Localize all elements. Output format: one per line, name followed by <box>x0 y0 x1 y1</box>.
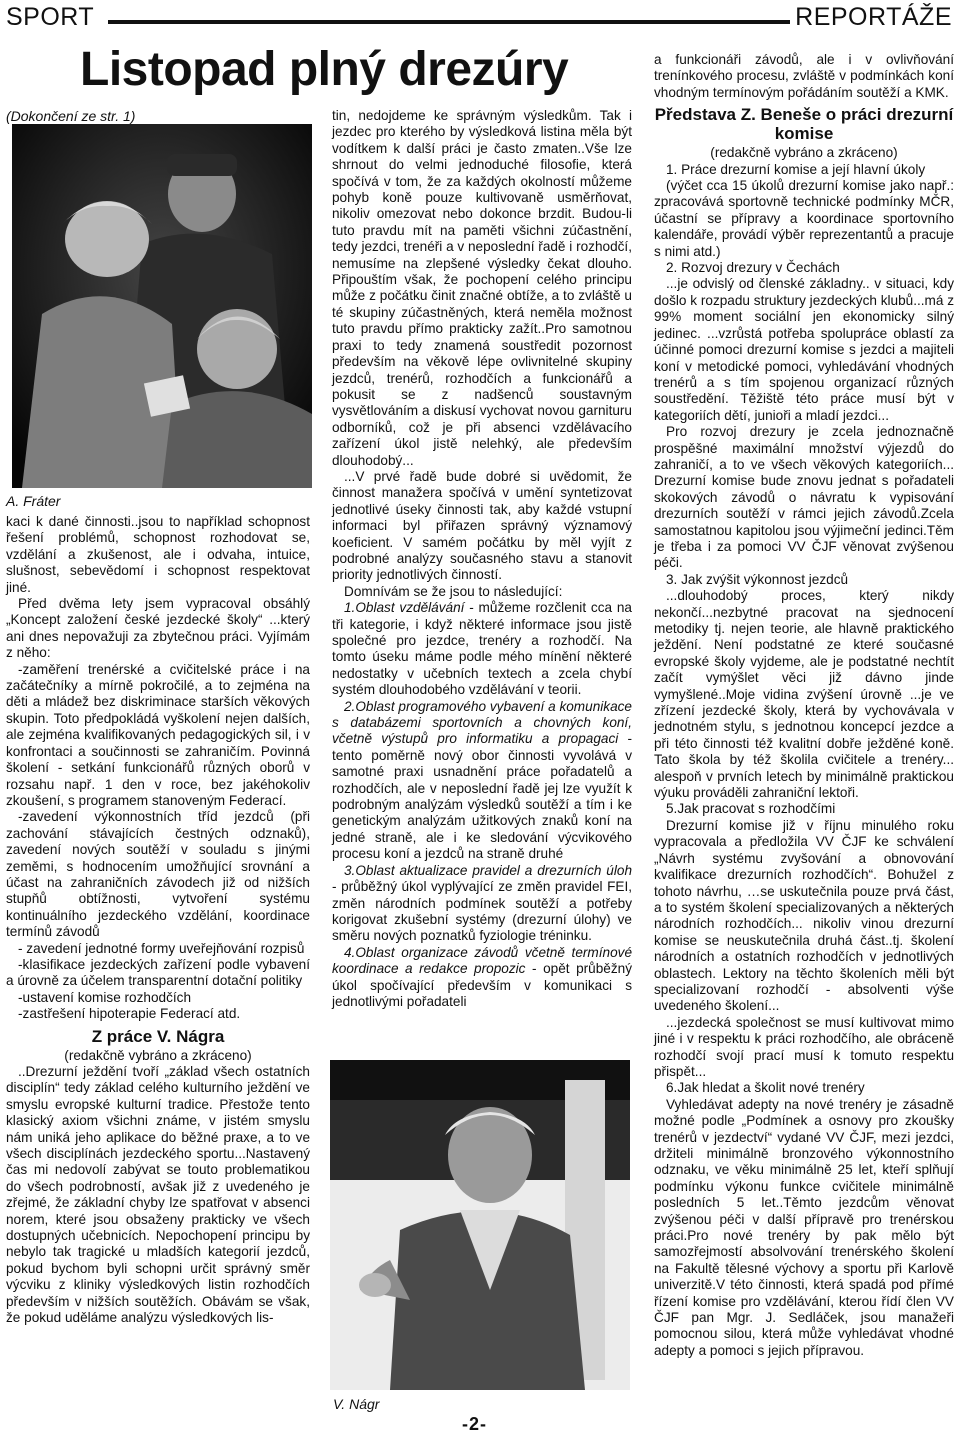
col1-paragraph: Před dvěma lety jsem vypracoval obsáhlý „Koncept založení české jezdecké školy“ ...který ani dnes nepovažuji za zbytečnou práci. Vyjímám z něho: <box>6 596 310 661</box>
photo-nagr-image <box>330 1060 630 1390</box>
col2-paragraph: Domnívám se že jsou to následující: <box>344 583 563 599</box>
photo-group-riders-image <box>12 124 312 488</box>
col2-paragraph: ...V prvé řadě bude dobré si uvědomit, že činnost manažera spočívá v umění syntetizovat jednotlivé úseky činnosti tak, aby každé vstupní informaci byl přiřazen správný významový koeficient. V samém počátku by měl vyjít z podrobné analýzy současného stavu a stanovit priority jednotlivých činností. <box>332 468 632 583</box>
column-2 <box>332 108 632 1010</box>
header-rule <box>108 20 790 24</box>
photo2-caption: V. Nágr <box>333 1396 380 1412</box>
col2-paragraph <box>332 600 632 698</box>
col1-paragraph: -zastřešení hipoterapie Federací atd. <box>18 1006 241 1022</box>
col1-paragraph: ..Drezurní ježdění tvoří „základ všech ostatních disciplín“ tedy základ celého kulturního ježdění ve smyslu evropské kulturní tradice. Přestože tento klasický axiom všichni známe, v jistém smyslu nám uniká jeho aplikace do běžné praxe, a to ve všech disciplínách jezdeckého sportu...Nastavený čas mi nedovolí zabývat se touto problematikou do všech podrobností, avšak již z uvedeného je zřejmé, že základní chyby lze spatřovat v absenci norem, které jsou obsaženy prakticky ve všech dostupných učebnicích. Nepochopení principu by nebylo tak tragické u mladších kategorií jezdců, pokud bychom byli schopni určit správný směr výcviku z kliniky výsledkových listin rozhodčích především v nižších soutěžích. Obávám se však, že pokud uděláme analýzu výsledkových lis- <box>6 1064 310 1326</box>
col2-paragraph: tin, nedojdeme ke správným výsledkům. Tak i jezdec pro kterého by výsledková listina měla být vodítkem k další práci je často zmaten..Vše lze shrnout do velmi jednoduché filosofie, která spočívá v tom, že za každých okolností můžeme pohyb koně pouze kultivovaně usměrňovat, nikoliv omezovat nebo dokonce brzdit. Budou-li tuto pravdu mít na paměti všichni zúčastnění, tedy jezdci, trenéři a v neposlední řadě i rozhodčí, nemusíme na zlepšené výsledky čekat dlouho. Připouštím však, že pochopení celého principu může z počátku činit značné obtíže, a to zvláště u té skupiny zúčastněných, která neměla možnost tuto pravdu přímo prakticky zažít..Pro samotnou praxi to tedy znamená soustředit pozornost především na věkově lépe ovlivnitelné skupiny jezdců, trenérů, rozhodčích a funkcionářů a pokusit se z nadšenců soustavným vysvětlováním a diskusí vychovat novou garnituru odborníků, což je při absenci vzdělávacího zařízení úkol jistě nelehký, ale především dlouhodobý... <box>332 108 632 468</box>
column-3 <box>654 52 954 1359</box>
col2-italic-lead: 1.Oblast vzdělávání <box>344 600 465 616</box>
col2-text: - opět průběžný úkol spočívající především v komunikaci s jednotlivými pořadateli <box>332 961 632 1009</box>
section-heading-nagr: Z práce V. Nágra <box>91 1026 225 1046</box>
col2-italic-lead: 4.Oblast organizace závodů včetně termínové koordinace a redakce propozic <box>332 944 632 977</box>
photo-group-riders <box>12 124 312 488</box>
col3-paragraph: 3. Jak zvýšit výkonnost jezdců <box>666 571 849 587</box>
col3-paragraph: (výčet cca 15 úkolů drezurní komise jako např.: zpracovává sportovně technické podmínky MČR, účastní se přípravy a koordinace sportovního kalendáře, provádí výběr reprezentantů a pracuje s nimi atd.) <box>654 178 954 259</box>
col3-paragraph: 6.Jak hledat a školit nové trenéry <box>666 1080 865 1096</box>
col2-paragraph <box>332 863 632 945</box>
col3-paragraph: Drezurní komise již v říjnu minulého roku vypracovala a předložila VV ČJF ke schválení „Návrh systému zvyšování a obnovování kvalifikace drezurních rozhodčích“. Bohužel z tohoto návrhu, …se uskutečnila pouze prvá část, a to systém školení specializovaných a některých národních rozhodčích... nikoliv vinou drezurní komise se neuskutečnila druhá část..tj. školení národních a ostatních rozhodčích v jednotlivých oblastech. Lektory na těchto školeních měli být specializovaní rozhodčí - absolventi výše uvedeného školení... <box>654 817 954 1014</box>
col2-italic-lead: 3.Oblast aktualizace pravidel a drezurních úloh <box>344 862 632 878</box>
article-title: Listopad plný drezúry <box>80 43 569 96</box>
col1-paragraph: -klasifikace jezdeckých zařízení podle vybavení a úrovně za účelem transparentní dotační politiky <box>6 956 310 989</box>
section-subheading: (redakčně vybráno a zkráceno) <box>710 145 898 161</box>
col2-paragraph <box>332 945 632 1011</box>
section-subheading: (redakčně vybráno a zkráceno) <box>64 1047 252 1063</box>
col1-paragraph: - zavedení jednotné formy uveřejňování rozpisů <box>18 940 305 956</box>
photo-nagr <box>330 1060 630 1390</box>
photo1-caption: A. Fráter <box>6 493 61 509</box>
col2-italic-lead: 2.Oblast programového vybavení a komunikace s databázemi sportovních a chovných koní, včetně výstupů pro informatiku a propagaci <box>332 698 632 747</box>
section-label-sport: SPORT <box>6 3 95 31</box>
col1-paragraph: kaci k dané činnosti..jsou to například schopnost řešení problémů, schopnost rozhodovat se, vzdělání a zkušenost, ale i odvaha, intuice, slušnost, sebevědomí i schopnost respektovat jiné. <box>6 514 310 595</box>
col1-paragraph: -ustavení komise rozhodčích <box>18 989 192 1005</box>
col3-paragraph: Pro rozvoj drezury je zcela jednoznačně prospěšné maximální množství výjezdů do zahraničí, a to ve všech věkových kategoriích... Drezurní komise bude znovu jednat s pořadateli skokových závodů o návratu k vypisování drezurních soutěží v rámci jejich závodů.Zcela samostatnou kapitolou jsou výjimeční jedinci.Těm je třeba i za pomoci VV ČJF věnovat zvýšenou péči. <box>654 424 954 571</box>
column-1 <box>6 514 310 1327</box>
col2-text: - můžeme rozčlenit cca na tři kategorie, i když některé informace jsou jistě společné pro jezdce, trenéry a rozhodčí. Na tomto úseku máme podle mého mínění některé nedostatky v učebních textech a zcela chybí systém dlouhodobého vzdělávání v teorii. <box>332 600 632 698</box>
continuation-note: (Dokončení ze str. 1) <box>6 108 136 124</box>
col2-text: - průběžný úkol vyplývající ze změn pravidel FEI, změn národních podmínek soutěží a potřeby korigovat zkušební systémy (drezurní úlohy) ve směru nových poznatků fyziologie tréninku. <box>332 879 632 944</box>
page-number: -2- <box>462 1414 487 1434</box>
col2-text: - tento poměrně nový obor činnosti vyvolává v samotné praxi usnadnění práce pořadatelů a rozhodčích, ale v neposlední řadě jej lze využít k podrobným analýzám výsledků soutěží a tím i ke genetickým analýzám užitkových znaků koní na jedné straně, ale i ke sledování výcvikového procesu koní a jezdců na straně druhé <box>332 731 632 862</box>
col3-paragraph: 2. Rozvoj drezury v Čechách <box>666 260 840 276</box>
col3-paragraph: ...jezdecká společnost se musí kultivovat mimo jiné i v respektu k práci rozhodčího, ale obráceně rozhodčí svojí prací musí k tomuto respektu přispět... <box>654 1014 954 1079</box>
col1-paragraph: -zavedení výkonnostních tříd jezdců (při zachování stávajících čestných odznaků), zavedení nových soutěží v souladu s jinými zeměmi, s hodnocením umožňující srovnání a účast na zahraničních závodech již od nižších stupňů obtížnosti, vytvoření systému kontinuálního jezdeckého vzdělání, koordinace termínů závodů <box>6 809 310 940</box>
section-label-reportaze: REPORTÁŽE <box>795 3 952 31</box>
col3-paragraph: Vyhledávat adepty na nové trenéry je zásadně možné podle „Podmínek a osnovy pro zkoušky trenérů v jezdectví“ vydané VV ČJF, mezi jezdci, držiteli minimálně bronzového výkonnostního odznaku, ve věku minimálně 25 let, kteří splňují podmínku výkonu funkce cvičitele minimálně posledních 5 let..Těmto jezdcům věnovat zvýšenou péči v další přípravě pro trenérskou práci.Pro nové trenéry by pak mělo být samozřejmostí absolvování trenérského školení na Fakultě tělesné výchovy a sportu při Karlově univerzitě.V této činnosti, která spadá pod přímé řízení komise pro vzdělávání, kterou řídí člen VV ČJF pan Mgr. J. Sedláček, jsou manažeři pomocnou silou, která může vyhledávat vhodné adepty a pomoci s jejich přípravou. <box>654 1096 954 1358</box>
col3-paragraph: 1. Práce drezurní komise a její hlavní úkoly <box>666 161 926 177</box>
col3-paragraph: ...dlouhodobý proces, který nikdy nekončí...nezbytné pracovat na sjednocení metodiky tj. nejen teorie, ale hlavně praktického ježdění. Není podstatné ze které současné evropské školy vyjdeme, ale je podstatné nechtít začít vymýšlet věci již dávno jinde vymyšlené..Moje vidina zvýšení úrovně ...je ve zřízení jezdecké školy, která by vychovávala v jednotném stylu, s jednotnou koncepcí jezdce a při této činnosti též kvalitní dobře ježděné koně. Tato škola by též školila cvičitele a trenéry... alespoň v prvních letech by minimálně praktickou výuku prováděli zahraniční lektoři. <box>654 588 954 801</box>
col1-paragraph: -zaměření trenérské a cvičitelské práce i na začátečníky a mírně pokročilé, a to zejména na děti a mládež bez diskriminace starších věkových skupin. Toto předpokládá vyškolení nejen dalších, ale zejména kvalifikovaných pedagogických sil, i v konfrontaci a součinnosti se zahraničím. Povinná školení - setkání funkcionářů různých oborů v rozsahu např. 1 den v roce, bez jakéhokoliv zkoušení, s programem stanoveným Federací. <box>6 661 310 808</box>
col2-paragraph <box>332 699 632 863</box>
col3-paragraph: a funkcionáři závodů, ale i v ovlivňování trenínkového procesu, zvláště v podmínkách koní vhodným termínovým pořádáním soutěží a KMK. <box>654 52 954 100</box>
col3-paragraph: 5.Jak pracovat s rozhodčími <box>666 801 836 817</box>
section-heading-benes: Představa Z. Beneše o práci drezurní komise <box>654 105 954 144</box>
col3-paragraph: ...je odvislý od členské základny.. v situaci, kdy došlo k rozpadu struktury jezdeckých klubů...má z 99% moment sociální jen ekonomicky silný jedinec. ...vzrůstá potřeba spolupráce oblastí za účinné pomoci drezurní komise s jezdci a majiteli koní v metodické pomoci, vyhledávání vhodných trenérů a s tím spojenou organizací různých soustředění. Těžiště této práce musí být v kategoriích dětí, junioři a mladí jezdci... <box>654 276 954 423</box>
